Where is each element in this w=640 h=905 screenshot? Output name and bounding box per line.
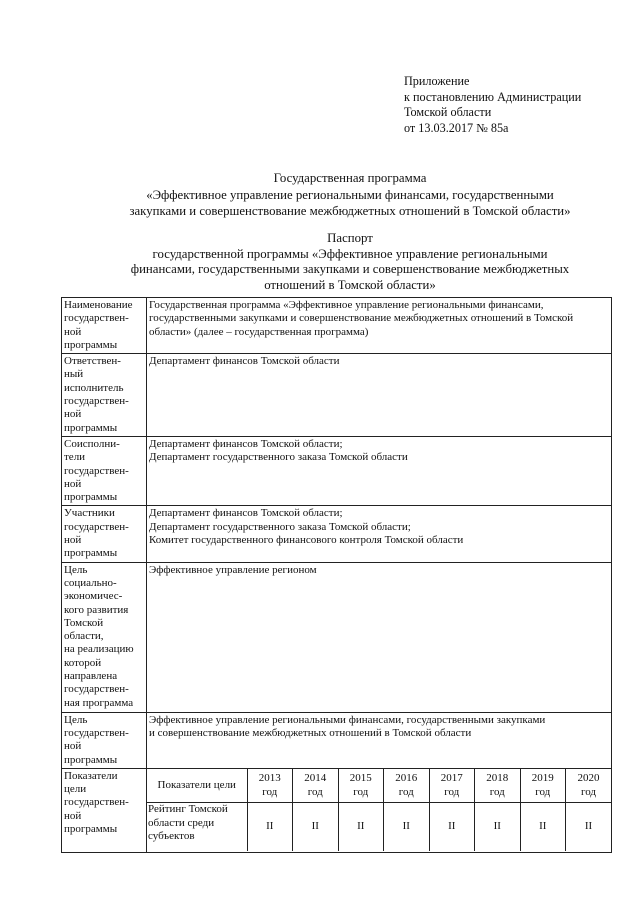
- row-label: [62, 712, 147, 768]
- year-cell: [429, 769, 475, 803]
- value-line: государственными закупками и совершенствование межбюджетных отношений в Томской: [149, 312, 574, 325]
- year-word: год: [580, 785, 597, 798]
- label-line: экономичес-: [64, 590, 123, 603]
- title-line: Государственная программа: [273, 171, 427, 185]
- year-cell: [475, 769, 521, 803]
- label-line: государствен-: [64, 683, 129, 696]
- table-row: [62, 436, 612, 505]
- year-number: 2017: [440, 772, 463, 785]
- rating-value: II: [475, 803, 521, 851]
- year-number: 2018: [486, 772, 509, 785]
- rating-value: II: [247, 803, 293, 851]
- label-line: ной: [64, 809, 82, 822]
- label-line: области,: [64, 630, 104, 643]
- title-line: «Эффективное управление региональными финансами, государственными: [146, 187, 554, 202]
- annex-line: к постановлению Администрации: [404, 89, 582, 104]
- value-line: Департамент финансов Томской области: [149, 355, 340, 368]
- label-line: цели: [64, 783, 87, 796]
- value-line: Эффективное управление регионом: [149, 563, 317, 576]
- label-line: тели: [64, 451, 86, 464]
- label-line: Ответствен-: [64, 355, 121, 368]
- value-line: Департамент финансов Томской области;: [149, 507, 343, 520]
- table-row: [62, 562, 612, 712]
- year-number: 2015: [349, 772, 372, 785]
- label-line: кого развития: [64, 603, 129, 616]
- value-line: и совершенствование межбюджетных отношений в Томской области: [149, 726, 472, 739]
- rating-value: II: [429, 803, 475, 851]
- indicators-header-row: [147, 769, 611, 803]
- year-word: год: [353, 785, 369, 798]
- label-line: Цель: [64, 713, 88, 726]
- annex-line: Томской области: [404, 105, 492, 120]
- rating-value: II: [520, 803, 566, 851]
- table-row: [62, 298, 612, 354]
- label-line: Томской: [64, 616, 104, 629]
- label-line: государствен-: [64, 395, 129, 408]
- label-line: направлена: [64, 670, 118, 683]
- row-value: [147, 436, 612, 505]
- annex-date-line: от 13.03.2017 № 85а: [404, 120, 509, 135]
- passport-line: государственной программы «Эффективное управление региональными: [152, 246, 548, 261]
- label-line: исполнитель: [64, 381, 124, 394]
- row-label: [62, 506, 147, 562]
- label-line: социально-: [64, 576, 117, 589]
- passport-line: отношений в Томской области»: [264, 277, 436, 292]
- value-line: Департамент государственного заказа Томской области;: [149, 520, 411, 533]
- table-row: [62, 506, 612, 562]
- row-label: [62, 298, 147, 354]
- label-line: программы: [64, 491, 118, 504]
- year-number: 2020: [577, 772, 600, 785]
- label-line: которой: [64, 656, 102, 669]
- label-line: государствен-: [64, 726, 129, 739]
- label-line: программы: [64, 338, 118, 351]
- row-value: [147, 506, 612, 562]
- label-line: на реализацию: [64, 643, 134, 656]
- rating-value: II: [384, 803, 430, 851]
- label-line: Соисполни-: [64, 437, 120, 450]
- label-line: Наименование: [64, 299, 133, 311]
- value-line: Эффективное управление региональными финансами, государственными закупками: [149, 713, 546, 726]
- label-line: программы: [64, 823, 118, 836]
- label-line: ной: [64, 408, 82, 421]
- year-word: год: [444, 785, 460, 798]
- value-line: Департамент государственного заказа Томской области: [149, 451, 408, 464]
- rating-label-line: области среди: [148, 816, 215, 829]
- rating-label: [147, 803, 247, 851]
- indicators-header: Показатели цели: [147, 769, 247, 803]
- year-word: год: [535, 785, 551, 798]
- passport-line: Паспорт: [327, 231, 373, 245]
- label-line: ной: [64, 740, 82, 753]
- label-line: государствен-: [64, 464, 129, 477]
- row-label: [62, 436, 147, 505]
- year-word: год: [489, 785, 505, 798]
- year-word: год: [307, 785, 323, 798]
- year-cell: [566, 769, 612, 803]
- label-line: программы: [64, 753, 118, 766]
- annex-block: [404, 74, 581, 136]
- program-title: [60, 170, 640, 220]
- label-line: государствен-: [64, 312, 129, 325]
- label-line: государствен-: [64, 520, 129, 533]
- year-cell: [384, 769, 430, 803]
- value-line: Департамент финансов Томской области;: [149, 437, 343, 450]
- rating-value: II: [293, 803, 339, 851]
- year-cell: [520, 769, 566, 803]
- row-label: [62, 768, 147, 852]
- label-line: Цель: [64, 563, 88, 576]
- label-line: Участники: [64, 507, 115, 520]
- value-line: области» (далее – государственная программа): [149, 325, 369, 338]
- label-line: программы: [64, 547, 118, 560]
- row-value: [147, 712, 612, 768]
- passport-line: финансами, государственными закупками и совершенствование межбюджетных: [130, 262, 570, 277]
- year-number: 2014: [304, 772, 327, 785]
- label-line: ной: [64, 325, 82, 338]
- value-line: Государственная программа «Эффективное управление региональными финансами,: [149, 299, 544, 311]
- title-line: закупками и совершенствование межбюджетных отношений в Томской области»: [129, 204, 571, 218]
- label-line: ной: [64, 534, 82, 547]
- row-value: [147, 354, 612, 437]
- value-line: Комитет государственного финансового контроля Томской области: [149, 534, 464, 547]
- label-line: ный: [64, 368, 84, 381]
- label-line: ной: [64, 477, 82, 490]
- table-row: [62, 768, 612, 852]
- passport-table: [61, 297, 612, 853]
- passport-heading: [60, 231, 640, 293]
- year-number: 2019: [531, 772, 554, 785]
- year-cell: [293, 769, 339, 803]
- table-row: [62, 712, 612, 768]
- year-number: 2016: [395, 772, 418, 785]
- rating-label-line: субъектов: [148, 829, 195, 842]
- year-word: год: [398, 785, 414, 798]
- table-row: [62, 354, 612, 437]
- year-word: год: [262, 785, 278, 798]
- label-line: Показатели: [64, 769, 118, 782]
- indicators-cell: [147, 768, 612, 852]
- label-line: ная программа: [64, 696, 134, 709]
- label-line: государствен-: [64, 796, 129, 809]
- year-number: 2013: [258, 772, 281, 785]
- rating-row: [147, 803, 611, 851]
- row-value: [147, 562, 612, 712]
- row-value: [147, 298, 612, 354]
- annex-line: Приложение: [404, 74, 470, 88]
- label-line: программы: [64, 421, 118, 434]
- row-label: [62, 562, 147, 712]
- rating-label-line: Рейтинг Томской: [148, 803, 228, 816]
- indicators-table: [147, 769, 611, 851]
- row-label: [62, 354, 147, 437]
- year-cell: [247, 769, 293, 803]
- rating-value: II: [338, 803, 384, 851]
- rating-value: II: [566, 803, 612, 851]
- year-cell: [338, 769, 384, 803]
